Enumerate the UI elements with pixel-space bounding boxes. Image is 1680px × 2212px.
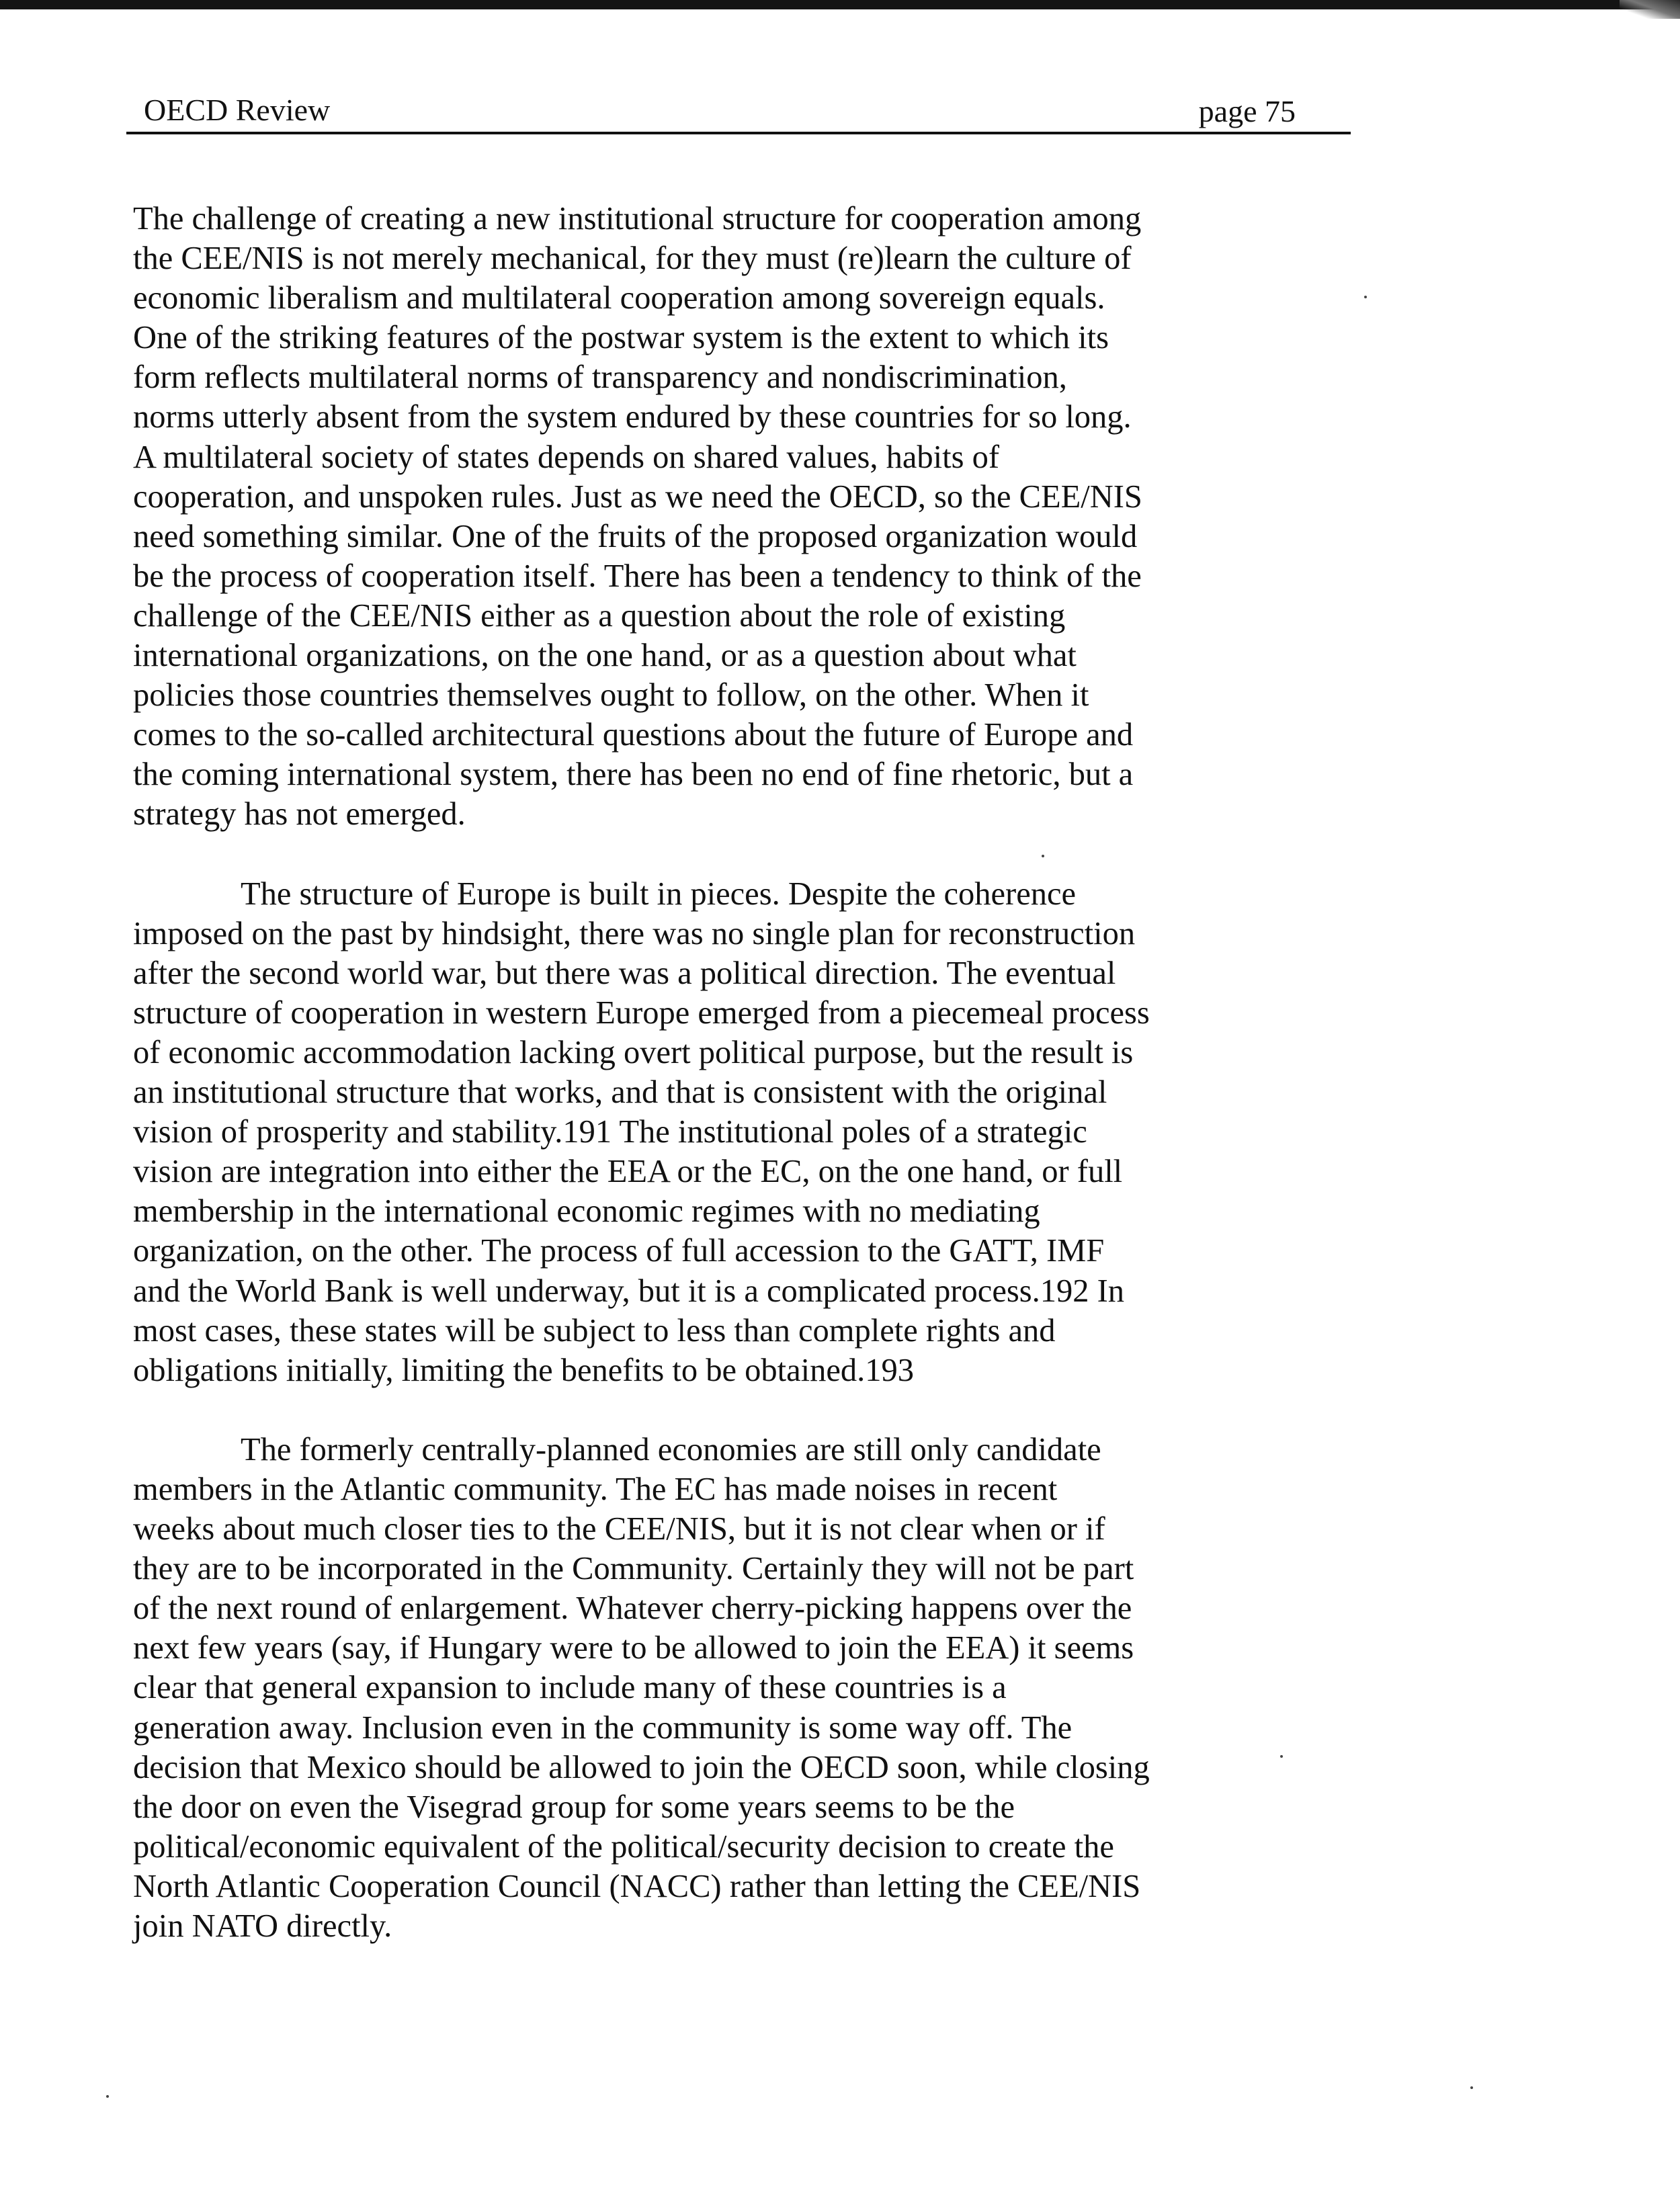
text-line: of economic accommodation lacking overt political purpose, but the result is — [133, 1034, 1134, 1070]
text-line: One of the striking features of the postwar system is the extent to which its — [133, 320, 1109, 356]
scan-edge — [0, 0, 1680, 9]
text-line: cooperation, and unspoken rules. Just as we need the OECD, so the CEE/NIS — [133, 478, 1142, 515]
text-line: A multilateral society of states depends on shared values, habits of — [133, 439, 999, 475]
text-line: they are to be incorporated in the Community. Certainly they will not be part — [133, 1551, 1134, 1587]
publication-title: OECD Review — [144, 93, 331, 127]
paragraph-gap — [133, 835, 1351, 874]
text-line: international organizations, on the one hand, or as a question about what — [133, 638, 1077, 674]
text-line: the coming international system, there has been no end of fine rhetoric, but a — [133, 757, 1134, 793]
body-text — [133, 199, 1351, 1946]
text-line: membership in the international economic regimes with no mediating — [133, 1193, 1040, 1230]
text-line: challenge of the CEE/NIS either as a question about the role of existing — [133, 597, 1066, 634]
text-line: norms utterly absent from the system endured by these countries for so long. — [133, 399, 1132, 435]
scan-speck — [1364, 296, 1367, 298]
scan-speck — [1280, 1755, 1283, 1758]
text-line: of the next round of enlargement. Whatever cherry-picking happens over the — [133, 1590, 1132, 1627]
text-line: members in the Atlantic community. The EC has made noises in recent — [133, 1472, 1058, 1507]
running-header — [126, 86, 1351, 134]
text-line: organization, on the other. The process of full accession to the GATT, IMF — [133, 1233, 1105, 1269]
text-line: clear that general expansion to include many of these countries is a — [133, 1670, 1007, 1706]
text-line: decision that Mexico should be allowed to join the OECD soon, while closing — [133, 1749, 1150, 1785]
text-line: imposed on the past by hindsight, there was no single plan for reconstruction — [133, 915, 1136, 951]
text-line: be the process of cooperation itself. There has been a tendency to think of the — [133, 558, 1142, 594]
text-line: economic liberalism and multilateral cooperation among sovereign equals. — [133, 280, 1105, 316]
text-line: the CEE/NIS is not merely mechanical, for they must (re)learn the culture of — [133, 241, 1132, 277]
text-line: after the second world war, but there was a political direction. The eventual — [133, 955, 1116, 991]
text-line: obligations initially, limiting the benefits to be obtained.193 — [133, 1352, 915, 1388]
text-line: an institutional structure that works, and that is consistent with the original — [133, 1074, 1107, 1111]
text-line: the door on even the Visegrad group for some years seems to be the — [133, 1789, 1015, 1825]
text-line: form reflects multilateral norms of transparency and nondiscrimination, — [133, 359, 1067, 396]
paragraph-1 — [133, 199, 1351, 835]
text-line: weeks about much closer ties to the CEE/NIS, but it is not clear when or if — [133, 1511, 1105, 1547]
text-line: and the World Bank is well underway, but it is a complicated process.192 In — [133, 1273, 1125, 1309]
text-line: vision are integration into either the EEA or the EC, on the one hand, or full — [133, 1154, 1123, 1190]
text-line: structure of cooperation in western Europe emerged from a piecemeal process — [133, 994, 1150, 1031]
text-line: most cases, these states will be subject to less than complete rights and — [133, 1312, 1056, 1349]
text-line: vision of prosperity and stability.191 The institutional poles of a strategic — [133, 1114, 1087, 1150]
text-line: next few years (say, if Hungary were to be allowed to join the EEA) it seems — [133, 1630, 1134, 1666]
text-line: The challenge of creating a new institutional structure for cooperation among — [133, 201, 1142, 237]
text-line: strategy has not emerged. — [133, 796, 466, 833]
scan-speck — [106, 2095, 109, 2098]
text-line: generation away. Inclusion even in the community is some way off. The — [133, 1709, 1073, 1746]
scan-speck — [1470, 2086, 1473, 2089]
paragraph-gap — [133, 1390, 1351, 1430]
paragraph-2 — [133, 874, 1351, 1390]
text-line: comes to the so-called architectural questions about the future of Europe and — [133, 717, 1134, 753]
page-number: page 75 — [1198, 94, 1296, 128]
scan-corner-fold — [1620, 0, 1680, 19]
text-line: policies those countries themselves ought to follow, on the other. When it — [133, 677, 1089, 714]
scan-speck — [1042, 855, 1044, 857]
text-line: political/economic equivalent of the political/security decision to create the — [133, 1828, 1114, 1865]
text-line: The structure of Europe is built in pieces. Despite the coherence — [241, 876, 1077, 912]
text-line: The formerly centrally-planned economies are still only candidate — [241, 1431, 1101, 1467]
text-line: North Atlantic Cooperation Council (NACC) rather than letting the CEE/NIS — [133, 1868, 1141, 1904]
paragraph-3 — [133, 1430, 1351, 1946]
text-line: need something similar. One of the fruits of the proposed organization would — [133, 518, 1138, 554]
text-line: join NATO directly. — [133, 1908, 392, 1945]
